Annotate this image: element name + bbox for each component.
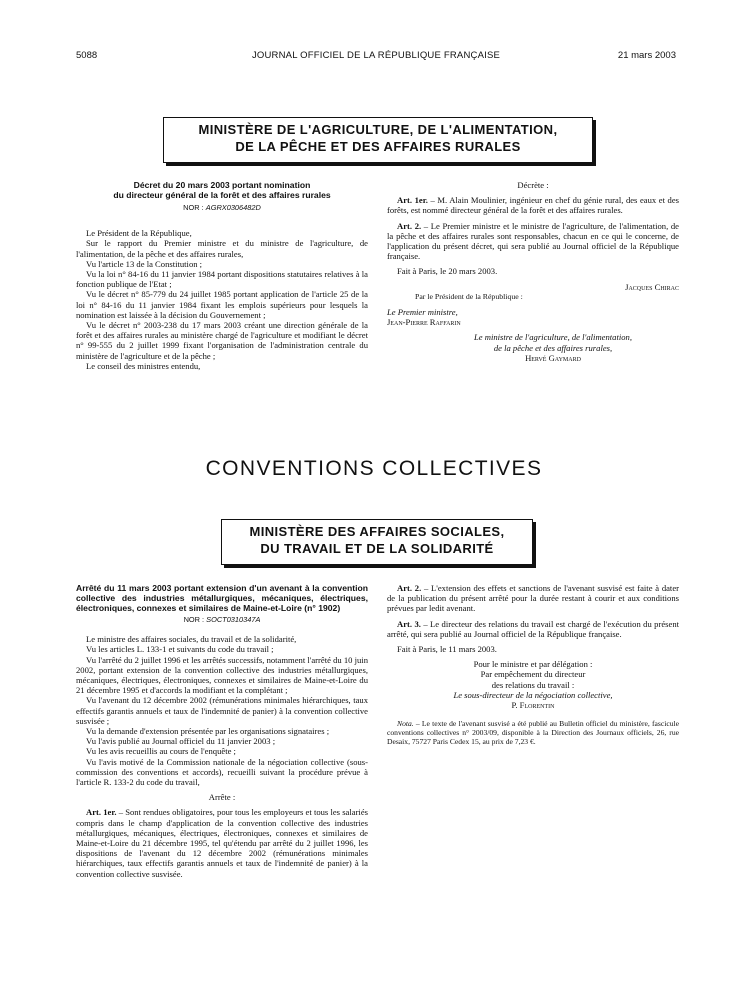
nor-label: NOR : xyxy=(183,203,204,212)
signature-name: P. Florentin xyxy=(511,700,555,711)
running-header xyxy=(76,50,676,64)
decret-title-line-2: du directeur général de la forêt et des affaires rurales xyxy=(113,190,331,200)
decret-column-right xyxy=(387,180,679,363)
signature-line: des relations du travail : xyxy=(491,679,575,690)
arrete-paragraph: Vu la demande d'extension présentée par les organisations signataires ; xyxy=(86,726,330,737)
article-label: Art. 3. xyxy=(397,618,421,629)
article-label: Art. 2. xyxy=(397,583,422,593)
decret-paragraph: Vu la loi n° 84-16 du 11 janvier 1984 portant dispositions statutaires relatives à la fonction publique de l'Etat ; xyxy=(76,269,368,290)
decret-paragraph: Vu le décret n° 2003-238 du 17 mars 2003 créant une direction générale de la forêt et des affaires rurales au ministère chargé de l'agriculture et modifiant le décret n° 99-555 du 2 juillet 1999 fixant l'organisation de l'administration centrale du ministère de l'agriculture et de la pêche ; xyxy=(76,320,368,361)
note-text: – Le texte de l'avenant susvisé a été publié au Bulletin officiel du ministère, fascicule conventions collectives n° 2003/09, disponible à la Direction des Journaux officiels, 26, rue Desaix, 75727 Paris Cedex 15, au prix de 7,23 €. xyxy=(387,719,679,747)
premier-ministre-name: Jean-Pierre Raffarin xyxy=(387,317,461,328)
arrete-paragraph: Le ministre des affaires sociales, du travail et de la solidarité, xyxy=(86,634,297,645)
arrete-paragraph: Vu l'avis publié au Journal officiel du 11 janvier 2003 ; xyxy=(86,736,276,747)
journal-title: JOURNAL OFFICIEL DE LA RÉPUBLIQUE FRANÇAISE xyxy=(251,50,501,61)
arrete-fait: Fait à Paris, le 11 mars 2003. xyxy=(397,644,497,655)
ministry-line-2: DU TRAVAIL ET DE LA SOLIDARITÉ xyxy=(260,541,494,556)
ministre-role-2: de la pêche et des affaires rurales, xyxy=(493,342,613,353)
article-text: – Le directeur des relations du travail est chargé de l'exécution du présent arrêté, qui sera publié au Journal officiel de la République française. xyxy=(387,618,680,639)
decret-paragraph: Le conseil des ministres entendu, xyxy=(86,360,201,371)
arrete-paragraph: Vu l'avenant du 12 décembre 2002 (rémunérations minimales hiérarchiques, taux effectifs garantis annuels et taux de l'indemnité de panier) à la convention collective susvisée ; xyxy=(76,695,368,726)
issue-date: 21 mars 2003 xyxy=(617,50,676,61)
decret-paragraph: Le Président de la République, xyxy=(86,228,192,239)
decret-article-1 xyxy=(387,195,679,215)
arrete-nor xyxy=(76,615,368,625)
section-title: CONVENTIONS COLLECTIVES xyxy=(205,457,543,480)
decret-paragraph: Vu l'article 13 de la Constitution ; xyxy=(86,258,203,269)
arrete-paragraph: Vu les articles L. 133-1 et suivants du code du travail ; xyxy=(86,644,274,655)
article-text: – Le Premier ministre et le ministre de l'agriculture, de l'alimentation, de la pêche et des affaires rurales sont responsables, chacun en ce qui le concerne, de l'application du présent décret, qui sera publié au Journal officiel de la République française. xyxy=(387,220,679,262)
article-text: – L'extension des effets et sanctions de l'avenant susvisé est faite à dater de la publication du présent arrêté pour la durée restant à courir et aux conditions prévues par ledit avenant. xyxy=(387,583,679,614)
arrete-article-2 xyxy=(387,583,679,614)
arrete-paragraph: Vu les avis recueillis au cours de l'enquête ; xyxy=(86,746,236,757)
article-text: – M. Alain Moulinier, ingénieur en chef du génie rural, des eaux et des forêts, est nommé directeur général de la forêt et des affaires rurales. xyxy=(387,195,679,216)
premier-ministre-role: Le Premier ministre, xyxy=(387,307,458,318)
arrete-paragraph: Vu l'avis motivé de la Commission nationale de la négociation collective (sous-commission des conventions et accords), recueilli suivant la procédure prévue à l'article R. 133-2 du code du travail, xyxy=(76,756,368,788)
nor-label: NOR : xyxy=(183,615,205,624)
arrete-column-right xyxy=(387,583,679,746)
par-le-president: Par le Président de la République : xyxy=(415,291,523,301)
signature-line: Par empêchement du directeur xyxy=(480,669,586,680)
decret-article-2 xyxy=(387,221,679,262)
signature-role: Le sous-directeur de la négociation collective, xyxy=(453,689,613,700)
decret-fait: Fait à Paris, le 20 mars 2003. xyxy=(397,266,498,277)
ministry-agriculture-box xyxy=(163,117,593,163)
article-label: Art. 1er. xyxy=(397,195,428,206)
article-text: – Sont rendues obligatoires, pour tous les employeurs et tous les salariés compris dans le champ d'application de la convention collective des industries métallurgiques, mécaniques, électriques, électroniques, connexes et similaires de Maine-et-Loire du 21 décembre 1995, tel qu'étendu par arrêté du 2 juillet 1996, les dispositions de l'avenant du 12 décembre 2002 (rémunérations minimales hiérarchiques, taux effectifs garantis annuels et taux de l'indemnité de panier) à la convention collective susvisée. xyxy=(76,807,368,879)
ministry-line-1: MINISTÈRE DE L'AGRICULTURE, DE L'ALIMENTATION, xyxy=(198,122,558,137)
ministre-role-1: Le ministre de l'agriculture, de l'alimentation, xyxy=(474,332,632,343)
arrete-article-1 xyxy=(76,807,368,878)
decret-paragraph: Vu le décret n° 85-779 du 24 juillet 1985 portant application de l'article 25 de la loi n° 84-16 du 11 janvier 1984 fixant les emplois supérieurs pour lesquels la nomination est laissée à la décision du Gouvernement ; xyxy=(76,289,368,320)
decret-paragraph: Sur le rapport du Premier ministre et du ministre de l'agriculture, de l'alimentation, de la pêche et des affaires rurales, xyxy=(76,238,368,259)
decrete-word: Décrète : xyxy=(517,180,549,190)
signature-president: Jacques Chirac xyxy=(625,281,679,292)
decret-nor xyxy=(76,203,368,213)
page-number: 5088 xyxy=(76,50,98,61)
nor-code: SOCT0310347A xyxy=(206,615,261,624)
article-label: Art. 1er. xyxy=(86,807,117,818)
decret-column-left xyxy=(76,180,368,371)
ministry-social-affairs-box xyxy=(221,519,533,565)
ministry-line-2: DE LA PÊCHE ET DES AFFAIRES RURALES xyxy=(235,139,521,154)
arrete-word: Arrête : xyxy=(208,792,236,803)
note-label: Nota. xyxy=(397,719,414,729)
arrete-column-left xyxy=(76,583,368,879)
nota-note xyxy=(387,719,679,746)
arrete-article-3 xyxy=(387,619,679,639)
signature-line: Pour le ministre et par délégation : xyxy=(473,659,593,670)
article-label: Art. 2. xyxy=(397,220,422,231)
arrete-title: Arrêté du 11 mars 2003 portant extension d'un avenant à la convention collective des industries métallurgiques, mécaniques, électriques, électroniques, connexes et similaires de Maine-et-Loire (n° 1902) xyxy=(76,583,368,613)
ministre-name: Hervé Gaymard xyxy=(525,352,581,363)
arrete-paragraph: Vu l'arrêté du 2 juillet 1996 et les arrêtés successifs, notamment l'arrêté du 10 juin 2002, portant extension de la convention collective des industries métallurgiques, mécaniques, électriques, électroniques, connexes et similaires de Maine-et-Loire du 21 décembre 1995 et d'accords la modifiant et la complétant ; xyxy=(76,654,368,696)
decret-title-line-1: Décret du 20 mars 2003 portant nomination xyxy=(133,180,311,190)
ministry-line-1: MINISTÈRE DES AFFAIRES SOCIALES, xyxy=(249,524,505,539)
decret-title xyxy=(76,180,368,200)
nor-code: AGRX0306482D xyxy=(205,203,261,212)
